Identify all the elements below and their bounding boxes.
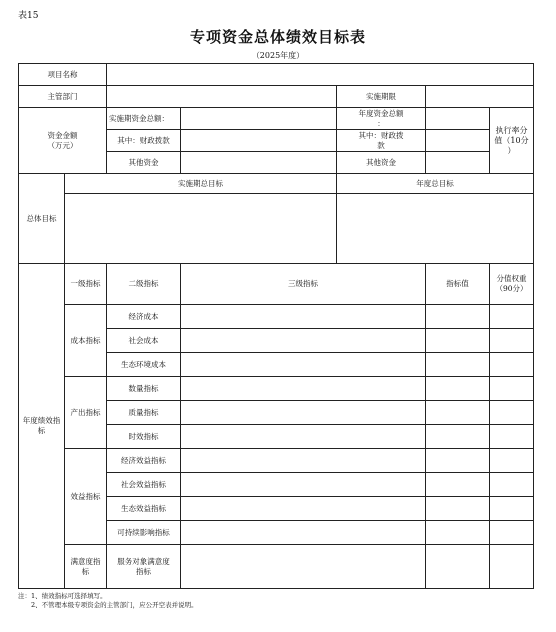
level1-satisfaction: 满意度指 标 bbox=[65, 545, 107, 589]
weight-cell[interactable] bbox=[490, 545, 534, 589]
annual-goal-content[interactable] bbox=[337, 194, 534, 264]
overall-goal-label: 总体目标 bbox=[19, 174, 65, 264]
weight-cell[interactable] bbox=[490, 329, 534, 353]
period-value[interactable] bbox=[426, 86, 534, 108]
level2-item: 质量指标 bbox=[107, 401, 181, 425]
value-cell[interactable] bbox=[426, 449, 490, 473]
level3-cell[interactable] bbox=[181, 521, 426, 545]
annual-goal-header: 年度总目标 bbox=[337, 174, 534, 194]
total-period-funds-value[interactable] bbox=[181, 108, 337, 130]
weight-cell[interactable] bbox=[490, 473, 534, 497]
performance-target-table bbox=[18, 63, 534, 589]
fiscal-alloc-annual-label: 其中：财政拨 款 bbox=[337, 130, 426, 152]
level2-item: 可持续影响指标 bbox=[107, 521, 181, 545]
row-funds-total bbox=[19, 108, 534, 130]
level3-cell[interactable] bbox=[181, 473, 426, 497]
table-row bbox=[19, 449, 534, 473]
value-cell[interactable] bbox=[426, 305, 490, 329]
value-cell[interactable] bbox=[426, 425, 490, 449]
level3-cell[interactable] bbox=[181, 329, 426, 353]
department-value[interactable] bbox=[107, 86, 337, 108]
level1-benefit: 效益指标 bbox=[65, 449, 107, 545]
row-project-name bbox=[19, 64, 534, 86]
footnotes bbox=[18, 592, 198, 610]
other-funds-annual-value[interactable] bbox=[426, 152, 490, 174]
table-row bbox=[19, 305, 534, 329]
row-department bbox=[19, 86, 534, 108]
value-cell[interactable] bbox=[426, 545, 490, 589]
annual-funds-label: 年度资金总额 ： bbox=[337, 108, 426, 130]
exec-rate-label: 执行率分 值（10分 ） bbox=[490, 108, 534, 174]
weight-cell[interactable] bbox=[490, 401, 534, 425]
level2-item: 经济效益指标 bbox=[107, 449, 181, 473]
fiscal-alloc-value[interactable] bbox=[181, 130, 337, 152]
row-indicator-headers bbox=[19, 264, 534, 305]
level3-header: 三级指标 bbox=[181, 264, 426, 305]
project-name-label: 项目名称 bbox=[19, 64, 107, 86]
row-goal-content bbox=[19, 194, 534, 264]
level3-cell[interactable] bbox=[181, 545, 426, 589]
table-row bbox=[19, 545, 534, 589]
value-cell[interactable] bbox=[426, 377, 490, 401]
annual-funds-value[interactable] bbox=[426, 108, 490, 130]
level2-header: 二级指标 bbox=[107, 264, 181, 305]
table-row bbox=[19, 377, 534, 401]
period-goal-header: 实施期总目标 bbox=[65, 174, 337, 194]
weight-cell[interactable] bbox=[490, 449, 534, 473]
value-cell[interactable] bbox=[426, 329, 490, 353]
level1-header: 一级指标 bbox=[65, 264, 107, 305]
value-cell[interactable] bbox=[426, 473, 490, 497]
value-cell[interactable] bbox=[426, 521, 490, 545]
weight-cell[interactable] bbox=[490, 521, 534, 545]
period-label: 实施期限 bbox=[337, 86, 426, 108]
weight-cell[interactable] bbox=[490, 353, 534, 377]
value-cell[interactable] bbox=[426, 401, 490, 425]
value-cell[interactable] bbox=[426, 353, 490, 377]
level2-item: 社会效益指标 bbox=[107, 473, 181, 497]
weight-cell[interactable] bbox=[490, 497, 534, 521]
weight-header: 分值权重 （90分） bbox=[490, 264, 534, 305]
level3-cell[interactable] bbox=[181, 425, 426, 449]
weight-cell[interactable] bbox=[490, 425, 534, 449]
level1-output: 产出指标 bbox=[65, 377, 107, 449]
level2-item: 社会成本 bbox=[107, 329, 181, 353]
level2-item: 时效指标 bbox=[107, 425, 181, 449]
page-title: 专项资金总体绩效目标表 bbox=[189, 28, 366, 46]
value-cell[interactable] bbox=[426, 497, 490, 521]
level3-cell[interactable] bbox=[181, 449, 426, 473]
other-funds-value[interactable] bbox=[181, 152, 337, 174]
level3-cell[interactable] bbox=[181, 305, 426, 329]
document-label: 表15 bbox=[18, 11, 39, 21]
note-1: 注：1、绩效指标可选择填写。 bbox=[18, 592, 107, 600]
fiscal-alloc-annual-value[interactable] bbox=[426, 130, 490, 152]
weight-cell[interactable] bbox=[490, 305, 534, 329]
project-name-value[interactable] bbox=[107, 64, 534, 86]
level2-item: 生态环境成本 bbox=[107, 353, 181, 377]
year-subtitle: （2025年度） bbox=[251, 51, 305, 60]
level3-cell[interactable] bbox=[181, 497, 426, 521]
level3-cell[interactable] bbox=[181, 377, 426, 401]
total-period-funds-label: 实施期资金总额： bbox=[107, 108, 181, 130]
level1-cost: 成本指标 bbox=[65, 305, 107, 377]
level2-item: 生态效益指标 bbox=[107, 497, 181, 521]
other-funds-label: 其他资金 bbox=[107, 152, 181, 174]
value-header: 指标值 bbox=[426, 264, 490, 305]
row-goal-headers bbox=[19, 174, 534, 194]
level2-item: 经济成本 bbox=[107, 305, 181, 329]
weight-cell[interactable] bbox=[490, 377, 534, 401]
period-goal-content[interactable] bbox=[65, 194, 337, 264]
fiscal-alloc-label: 其中：财政拨款 bbox=[107, 130, 181, 152]
department-label: 主管部门 bbox=[19, 86, 107, 108]
level2-item: 数量指标 bbox=[107, 377, 181, 401]
level3-cell[interactable] bbox=[181, 401, 426, 425]
level2-item: 服务对象满意度 指标 bbox=[107, 545, 181, 589]
note-2: 2、不管理本级专项资金的主管部门，应公开空表并说明。 bbox=[31, 601, 198, 609]
level3-cell[interactable] bbox=[181, 353, 426, 377]
funds-label: 资金金额 （万元） bbox=[19, 108, 107, 174]
other-funds-annual-label: 其他资金 bbox=[337, 152, 426, 174]
annual-indicators-label: 年度绩效指标 bbox=[19, 264, 65, 589]
